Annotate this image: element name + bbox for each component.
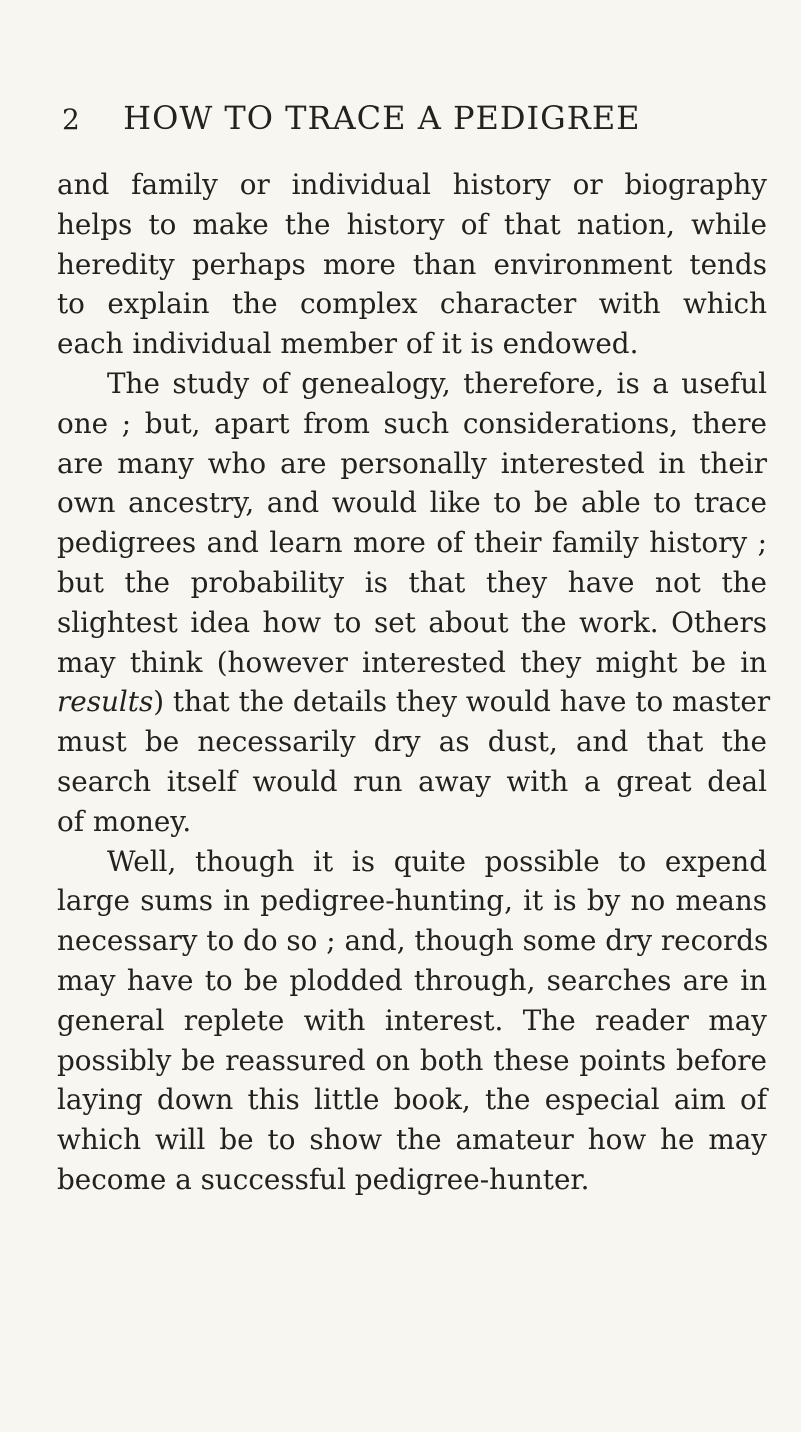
text-line: may think (however interested they might be in [57,645,767,679]
text-line: are many who are personally interested in their [57,446,767,480]
running-title: HOW TO TRACE A PEDIGREE [123,99,641,137]
text-line: search itself would run away with a great deal [57,764,767,798]
text-line: and family or individual history or biography [57,168,767,201]
text-line: pedigrees and learn more of their family history ; [57,526,767,560]
text-line: to explain the complex character with which [57,287,767,321]
text-line: slightest idea how to set about the work. Others [57,605,767,639]
text-line: laying down this little book, the especial aim of [57,1083,767,1117]
text-line: may have to be plodded through, searches are in [57,963,767,997]
text-line: each individual member of it is endowed. [57,327,639,361]
text-line: The study of genealogy, therefore, is a useful [107,366,767,400]
text-line: necessary to do so ; and, though some dry records [57,924,769,958]
paragraph-1 [57,165,767,364]
text-line: large sums in pedigree-hunting, it is by no means [57,884,767,918]
running-head [62,96,742,140]
text-line: heredity perhaps more than environment tends [57,247,767,281]
text-line-with-italic: results) that the details they would have to master [57,685,771,719]
text-line: of money. [57,804,192,838]
paragraph-2 [57,364,771,842]
text-line: which will be to show the amateur how he may [57,1123,767,1157]
text-line: Well, though it is quite possible to expend [107,844,767,878]
text-line: own ancestry, and would like to be able to trace [57,486,767,520]
body-text [57,165,771,1200]
text-line: one ; but, apart from such considerations, there [57,406,767,440]
text-line: helps to make the history of that nation, while [57,207,767,241]
paragraph-3 [57,842,767,1200]
page-number: 2 [62,103,81,136]
text-line: must be necessarily dry as dust, and that the [57,725,767,759]
text-line: but the probability is that they have not the [57,565,767,599]
italic-word: results [57,685,154,719]
text-line: possibly be reassured on both these points before [57,1043,767,1077]
text-line: general replete with interest. The reader may [57,1003,767,1037]
text-line: become a successful pedigree-hunter. [57,1162,590,1196]
